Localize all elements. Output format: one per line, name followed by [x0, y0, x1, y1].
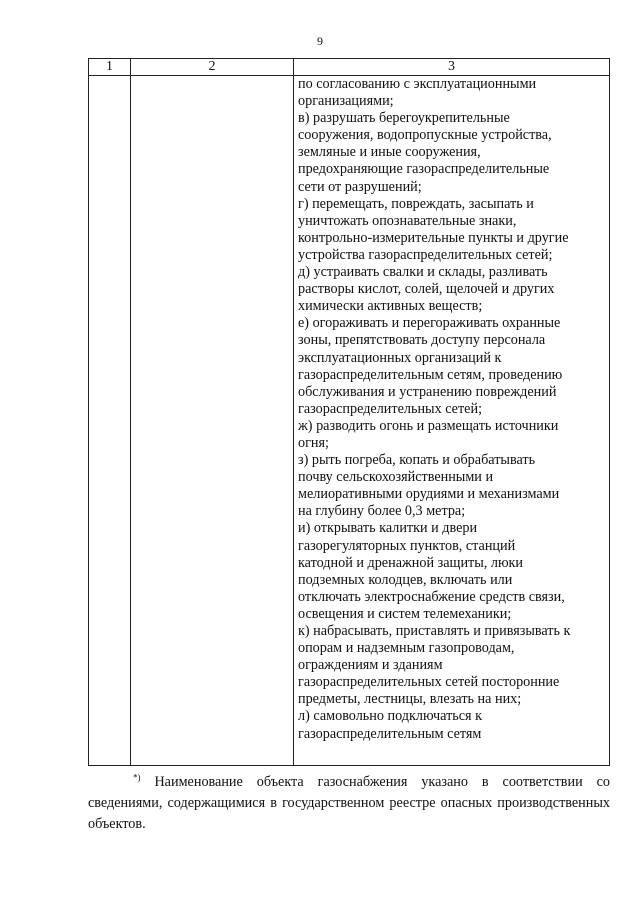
prohibitions-text: по согласованию с эксплуатационными организациями; в) разрушать берегоукрепительные сооружения, водопропускные устройства, земляные и иные сооружения, предохраняющие газораспределительные сети от разрушений; г) перемещать, повреждать, засыпать и уничтожать опознавательные знаки, контрольно-измерительные пункты и другие устройства газораспределительных сетей; д) устраивать свалки и склады, разливать растворы кислот, солей, щелочей и других химически активных веществ; е) огораживать и перегораживать охранные зоны, препятствовать доступу персонала эксплуатационных организаций к газораспределительным сетям, проведению обслуживания и устранению повреждений газораспределительных сетей; ж) разводить огонь и размещать источники огня; з) рыть погреба, копать и обрабатывать почву сельскохозяйственными и мелиоративными орудиями и механизмами на глубину более 0,3 метра; и) открывать калитки и двери газорегуляторных пунктов, станций катодной и дренажной защиты, люки подземных колодцев, включать или отключать электроснабжение средств связи, освещения и систем телемеханики; к) набрасывать, приставлять и привязывать к опорам и надземным газопроводам, ограждениям и зданиям газораспределительных сетей посторонние предметы, лестницы, влезать на них; л) самовольно подключаться к газораспределительным сетям: [298, 76, 571, 742]
table-row: [89, 76, 610, 766]
page-number: 9: [317, 34, 323, 48]
column-header-3: 3: [294, 59, 610, 76]
footnote-marker: *): [133, 772, 141, 783]
column-header-1: 1: [89, 59, 131, 76]
table-cell-col3: [294, 76, 610, 766]
content-table: [88, 58, 610, 766]
table-cell-col1: [89, 76, 131, 766]
column-header-2: 2: [131, 59, 294, 76]
table-cell-col2: [131, 76, 294, 766]
table-header-row: [89, 59, 610, 76]
footnote-text: Наименование объекта газоснабжения указано в соответствии со сведениями, содержащимися в государственном реестре опасных производственных объектов.: [88, 774, 611, 832]
footnote: [88, 772, 610, 835]
